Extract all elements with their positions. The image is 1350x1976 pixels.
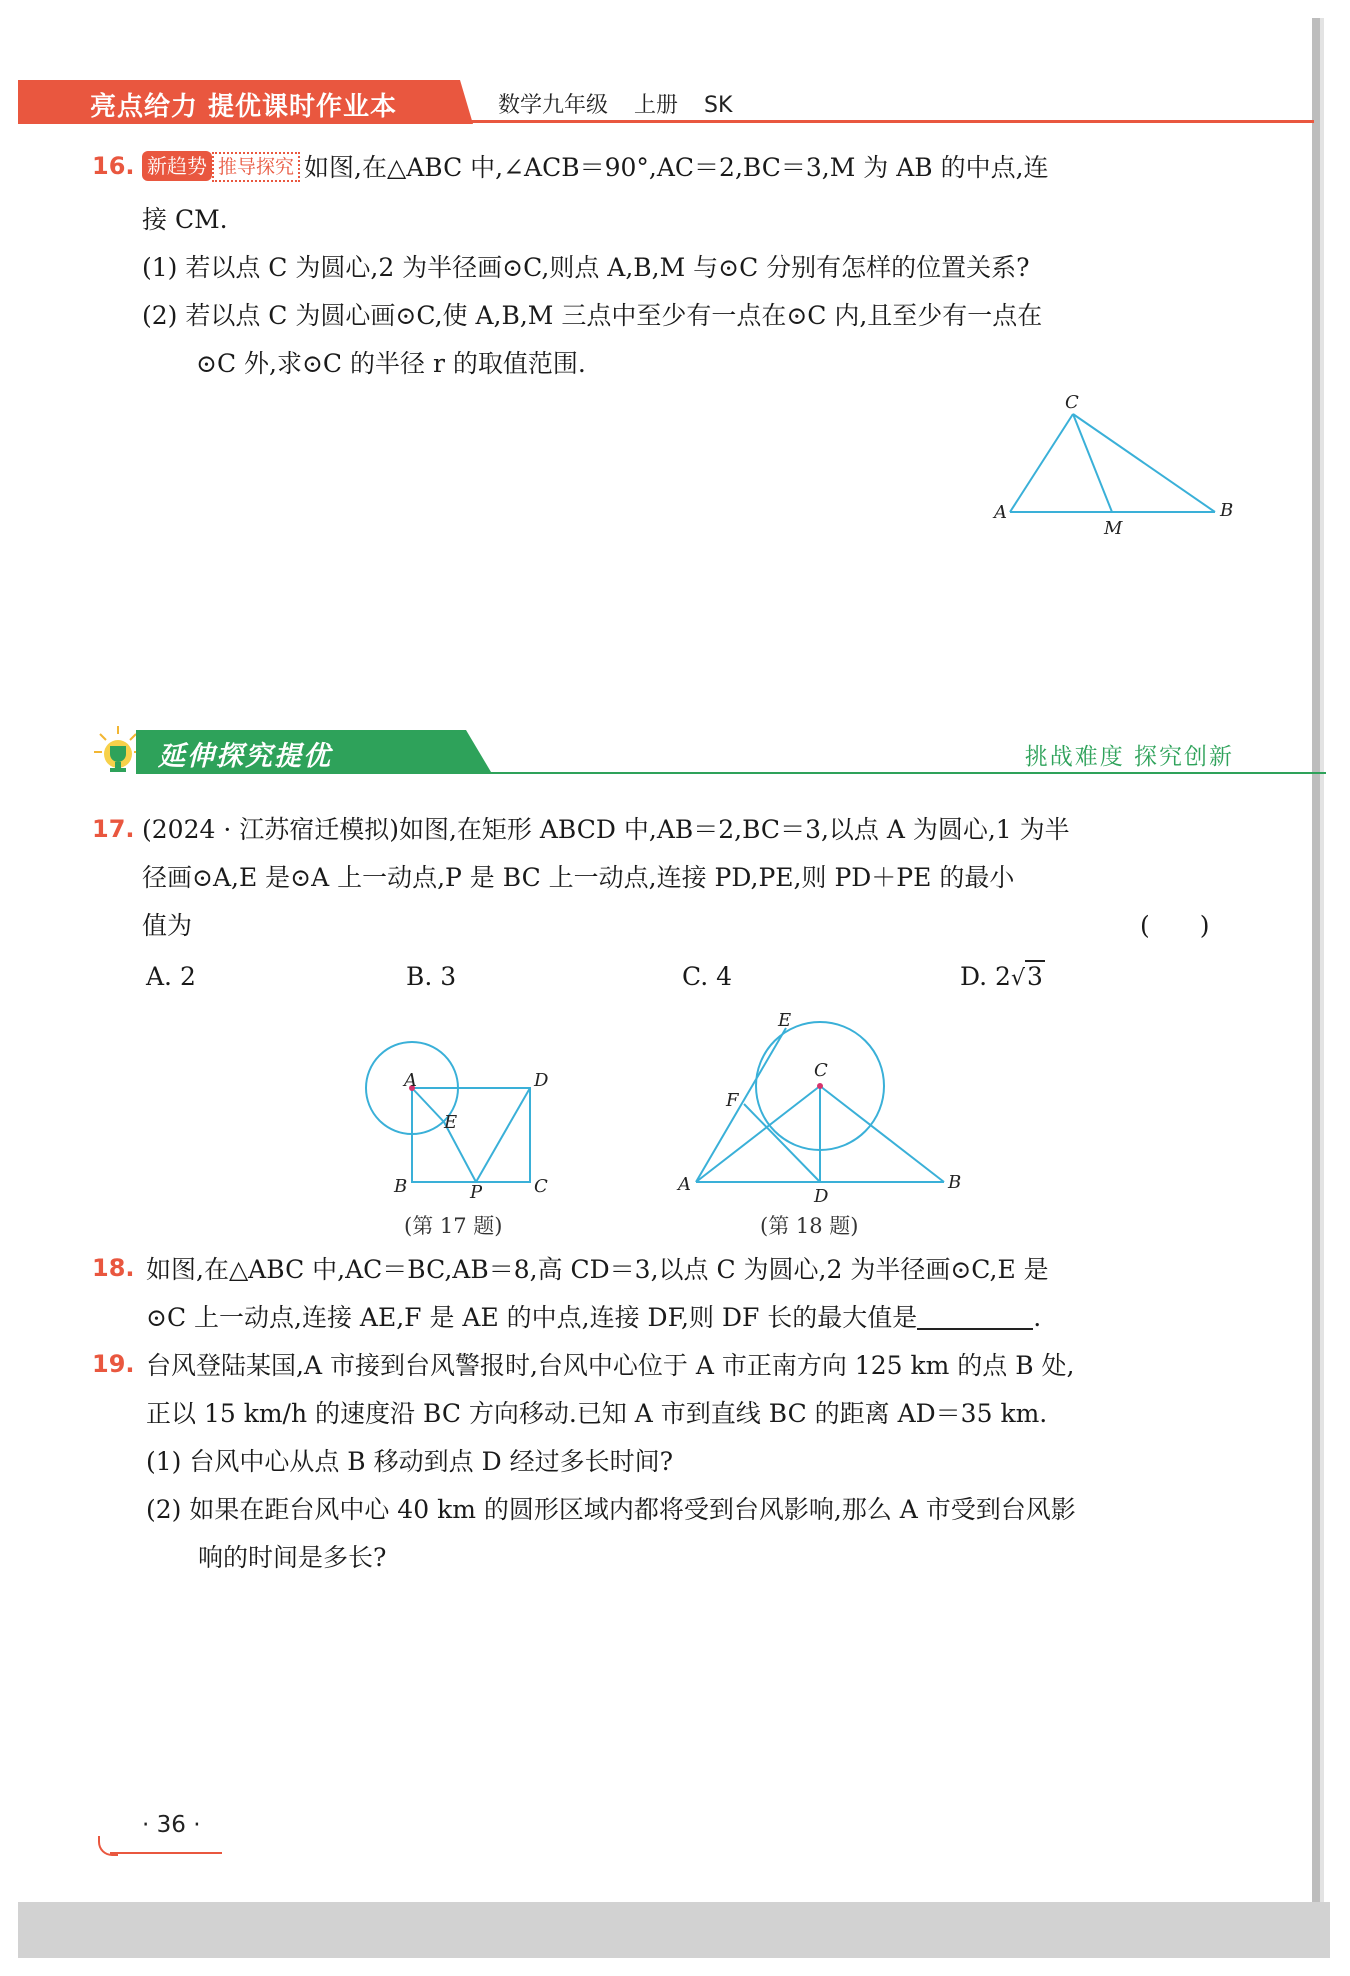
label-B: B [394,1176,408,1197]
tag-new-trend: 新趋势 [142,151,212,181]
segment-AE [696,1028,786,1182]
label-A: A [994,502,1007,523]
option-d [960,962,1045,991]
q17-figure [356,1040,576,1200]
q18-line1: 如图,在△ABC 中,AC＝BC,AB＝8,高 CD＝3,以点 C 为圆心,2 为半径画⊙C,E 是 [146,1255,1049,1284]
q17-line3: 值为 [142,911,193,940]
page-edge-light [1320,18,1324,1918]
segment-CM [1073,414,1112,512]
label-E: E [778,1010,792,1031]
section-title: 延伸探究提优 [158,741,332,772]
question-number: 16. [92,152,135,180]
option-b: B. 3 [406,962,457,991]
q19-line2: 正以 15 km/h 的速度沿 BC 方向移动.已知 A 市到直线 BC 的距离 AD＝35 km. [146,1399,1048,1428]
page-edge [1312,18,1320,1918]
header-edition: SK [704,93,733,118]
answer-paren: ( ) [1140,911,1210,940]
q18-line2-wrap [146,1294,1041,1342]
q18-figure [676,1006,966,1206]
page-number [96,1812,224,1856]
q18-line2-end: . [1033,1303,1042,1332]
q19-part2a: (2) 如果在距台风中心 40 km 的圆形区域内都将受到台风影响,那么 A 市受到台风影 [146,1495,1076,1524]
label-M: M [1104,518,1123,539]
header-volume: 上册 [634,93,679,118]
option-d-prefix: D. 2 [960,962,1011,991]
label-B: B [1220,500,1234,521]
q16-line1: 如图,在△ABC 中,∠ACB＝90°,AC＝2,BC＝3,M 为 AB 的中点,连 [304,153,1049,182]
segment-PD [476,1088,530,1182]
question-number: 17. [92,815,135,843]
label-A: A [678,1174,691,1195]
header-subject: 数学九年级 [498,93,609,118]
label-A: A [404,1070,417,1091]
q19-part2b: 响的时间是多长? [198,1543,387,1572]
label-F: F [726,1090,739,1111]
q19-line1: 台风登陆某国,A 市接到台风警报时,台风中心位于 A 市正南方向 125 km 的点 B 处, [146,1351,1075,1380]
page-bottom-shadow [18,1902,1330,1958]
q16-part2b: ⊙C 外,求⊙C 的半径 r 的取值范围. [196,349,586,378]
segment-CB [1073,414,1215,512]
label-P: P [470,1182,483,1200]
footer-rule [110,1852,222,1854]
tag-kind: 推导探究 [212,152,300,182]
radicand: 3 [1026,962,1043,991]
section-banner [92,730,1232,776]
label-E: E [444,1112,458,1133]
q17-caption: (第 17 题) [404,1214,503,1238]
label-C: C [1065,392,1079,413]
rectangle-ABCD [412,1088,530,1182]
q16-line2: 接 CM. [142,205,228,234]
q16-figure [990,392,1240,542]
section-subtitle: 挑战难度 探究创新 [1024,744,1234,770]
point-C [817,1083,823,1089]
segment-AE [412,1088,444,1122]
label-D: D [534,1070,549,1091]
label-C: C [534,1176,548,1197]
q16-part2a: (2) 若以点 C 为圆心画⊙C,使 A,B,M 三点中至少有一点在⊙C 内,且至少有一点在 [142,301,1043,330]
question-number: 18. [92,1254,135,1282]
label-D: D [814,1186,829,1206]
segment-CA [1010,414,1073,512]
question-number: 19. [92,1350,135,1378]
label-C: C [814,1060,828,1081]
page-header [18,80,1314,124]
q18-caption: (第 18 题) [760,1214,859,1238]
q19-part1: (1) 台风中心从点 B 移动到点 D 经过多长时间? [146,1447,673,1476]
q17-line1: (2024 · 江苏宿迁模拟)如图,在矩形 ABCD 中,AB＝2,BC＝3,以点 A 为圆心,1 为半 [142,815,1070,844]
q16-part1: (1) 若以点 C 为圆心,2 为半径画⊙C,则点 A,B,M 与⊙C 分别有怎样的位置关系? [142,253,1030,282]
option-a: A. 2 [146,962,196,991]
q16-line1-wrap [142,144,1049,192]
sqrt [1011,962,1045,991]
radical-sign: √ [1010,966,1025,991]
q17-line2: 径画⊙A,E 是⊙A 上一动点,P 是 BC 上一动点,连接 PD,PE,则 PD＋PE 的最小 [142,863,1015,892]
q18-line2: ⊙C 上一动点,连接 AE,F 是 AE 的中点,连接 DF,则 DF 长的最大值是 [146,1303,918,1332]
header-brand: 亮点给力 提优课时作业本 [90,92,398,122]
page-number-text: · 36 · [142,1812,201,1838]
answer-blank[interactable] [917,1298,1033,1330]
label-B: B [948,1172,962,1193]
header-subject-line [498,88,732,119]
option-c: C. 4 [682,962,733,991]
